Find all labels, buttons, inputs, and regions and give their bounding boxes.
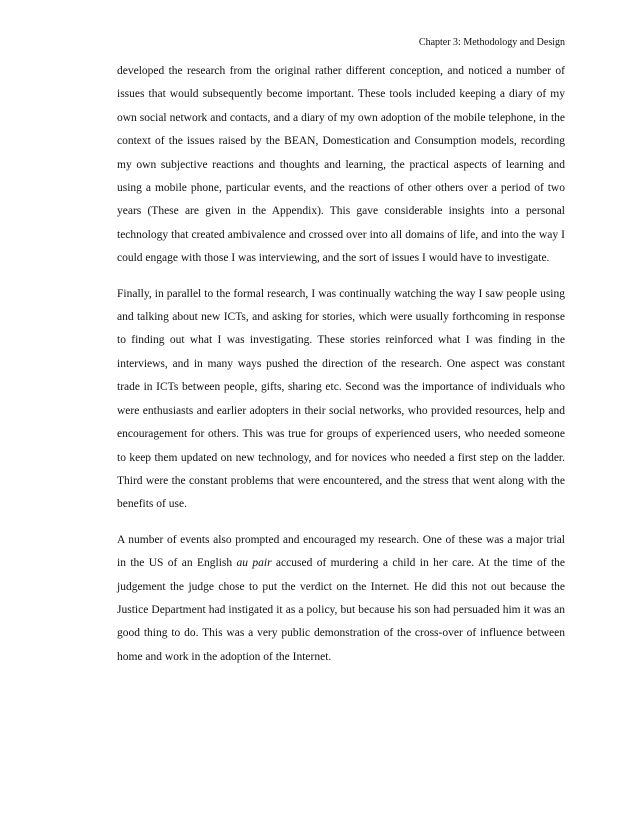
paragraph-3: [117, 529, 565, 669]
paragraph-3-italic-term: au pair: [236, 557, 272, 570]
paragraph-2: Finally, in parallel to the formal research, I was continually watching the way I saw people using and talking about new ICTs, and asking for stories, which were usually forthcoming in response to finding out what I was investigating. These stories reinforced what I was finding in the interviews, and in many ways pushed the direction of the research. One aspect was constant trade in ICTs between people, gifts, sharing etc. Second was the importance of individuals who were enthusiasts and earlier adopters in their social networks, who provided resources, help and encouragement for others. This was true for groups of experienced users, who needed someone to keep them updated on new technology, and for novices who needed a first step on the ladder. Third were the constant problems that were encountered, and the stress that went along with the benefits of use.: [117, 287, 565, 511]
paragraph-3-text-end: accused of murdering a child in her care. At the time of the judgement the judge chose to put the verdict on the Internet. He did this not out because the Justice Department had instigated it as a policy, but because his son had persuaded him it was an good thing to do. This was a very public demonstration of the cross-over of influence between home and work in the adoption of the Internet.: [117, 557, 566, 663]
body-text: [117, 60, 565, 681]
paragraph-3-text-start: A number of events also prompted and encouraged my research. One of these was a major trial in the US of an English: [117, 533, 565, 570]
paragraph-1: developed the research from the original rather different conception, and noticed a number of issues that would subsequently become important. These tools included keeping a diary of my own social network and contacts, and a diary of my own adoption of the mobile telephone, in the context of the issues raised by the BEAN, Domestication and Consumption models, recording my own subjective reactions and thoughts and learning, the practical aspects of learning and using a mobile phone, particular events, and the reactions of other others over a period of two years (These are given in the Appendix). This gave considerable insights into a personal technology that created ambivalence and crossed over into all domains of life, and into the way I could engage with those I was interviewing, and the sort of issues I would have to investigate.: [117, 65, 565, 265]
running-header: Chapter 3: Methodology and Design: [418, 37, 565, 48]
